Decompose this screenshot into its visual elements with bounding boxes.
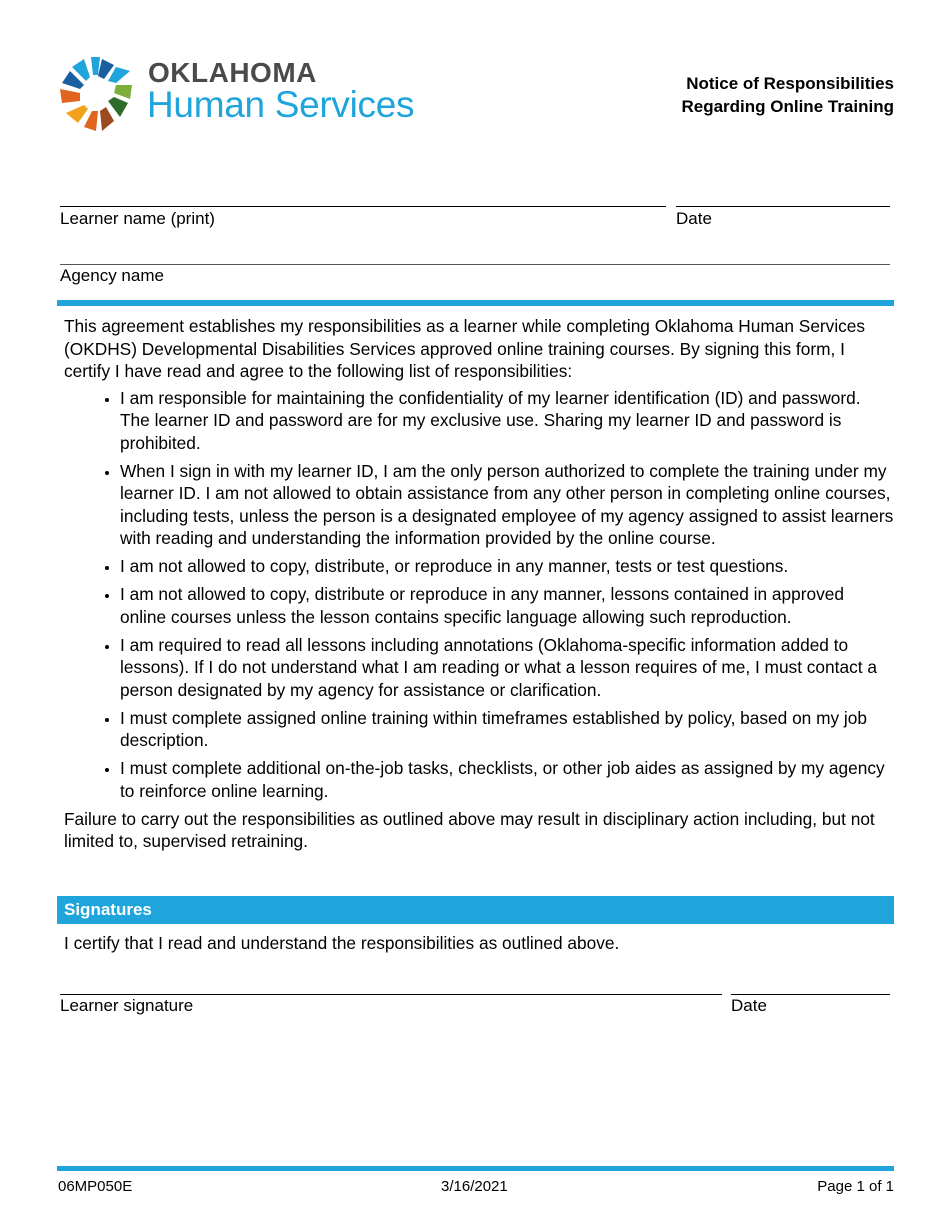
title-line-1: Notice of Responsibilities [686, 74, 894, 93]
revision-date: 3/16/2021 [441, 1178, 508, 1195]
footer-divider [57, 1166, 894, 1171]
list-item: • I am not allowed to copy, distribute or reproduce in any manner, lessons contained in approved online courses unless the lesson contains specific language allowing such reproduction. [120, 583, 894, 628]
signature-date-label: Date [731, 996, 767, 1015]
list-item: • I must complete additional on-the-job tasks, checklists, or other job aides as assigned by my agency to reinforce online learning. [120, 757, 894, 802]
list-item: • I am required to read all lessons including annotations (Oklahoma-specific information added to lessons). If I do not understand what I am reading or what a lesson requires of me, I must contact a person designated by my agency for assistance or clarification. [120, 634, 894, 702]
date-label: Date [676, 209, 712, 228]
form-number: 06MP050E [58, 1178, 133, 1195]
section-divider [57, 300, 894, 306]
list-item: • I am not allowed to copy, distribute, or reproduce in any manner, tests or test questions. [120, 555, 894, 578]
signature-date-field[interactable] [731, 994, 890, 995]
agency-name-label: Agency name [60, 266, 164, 285]
logo-text-human-services: Human Services [147, 84, 415, 125]
title-line-2: Regarding Online Training [681, 97, 894, 116]
learner-name-label: Learner name (print) [60, 209, 215, 228]
agreement-intro: This agreement establishes my responsibilities as a learner while completing Oklahoma Human Services (OKDHS) Developmental Disabilities Services approved online training courses. By signing this form, I certify I have read and agree to the following list of responsibilities: [64, 316, 866, 381]
learner-signature-label: Learner signature [60, 996, 194, 1015]
list-item: • I am responsible for maintaining the confidentiality of my learner identification (ID) and password. The learner ID and password are for my exclusive use. Sharing my learner ID and password is prohibited. [120, 387, 894, 455]
list-item: • When I sign in with my learner ID, I am the only person authorized to complete the training under my learner ID. I am not allowed to obtain assistance from any other person in completing online courses, including tests, unless the person is a designated employee of my agency assigned to assist learners with reading and understanding the information provided by the online course. [120, 460, 894, 550]
agency-name-field[interactable] [60, 264, 890, 265]
logo-text-oklahoma: OKLAHOMA [148, 57, 317, 88]
agreement-closing: Failure to carry out the responsibilities as outlined above may result in disciplinary action including, but not limited to, supervised retraining. [64, 808, 875, 851]
date-field[interactable] [676, 206, 890, 207]
signatures-heading: Signatures [57, 896, 894, 924]
agreement-section [64, 315, 894, 853]
agency-logo [58, 55, 438, 135]
learner-signature-field[interactable] [60, 994, 722, 995]
responsibilities-list [64, 387, 894, 803]
star-logo-icon [58, 55, 136, 133]
learner-name-field[interactable] [60, 206, 666, 207]
page-number: Page 1 of 1 [817, 1178, 894, 1195]
list-item: • I must complete assigned online training within timeframes established by policy, based on my job description. [120, 707, 894, 752]
certify-text: I certify that I read and understand the responsibilities as outlined above. [64, 933, 620, 953]
document-title [681, 72, 894, 118]
